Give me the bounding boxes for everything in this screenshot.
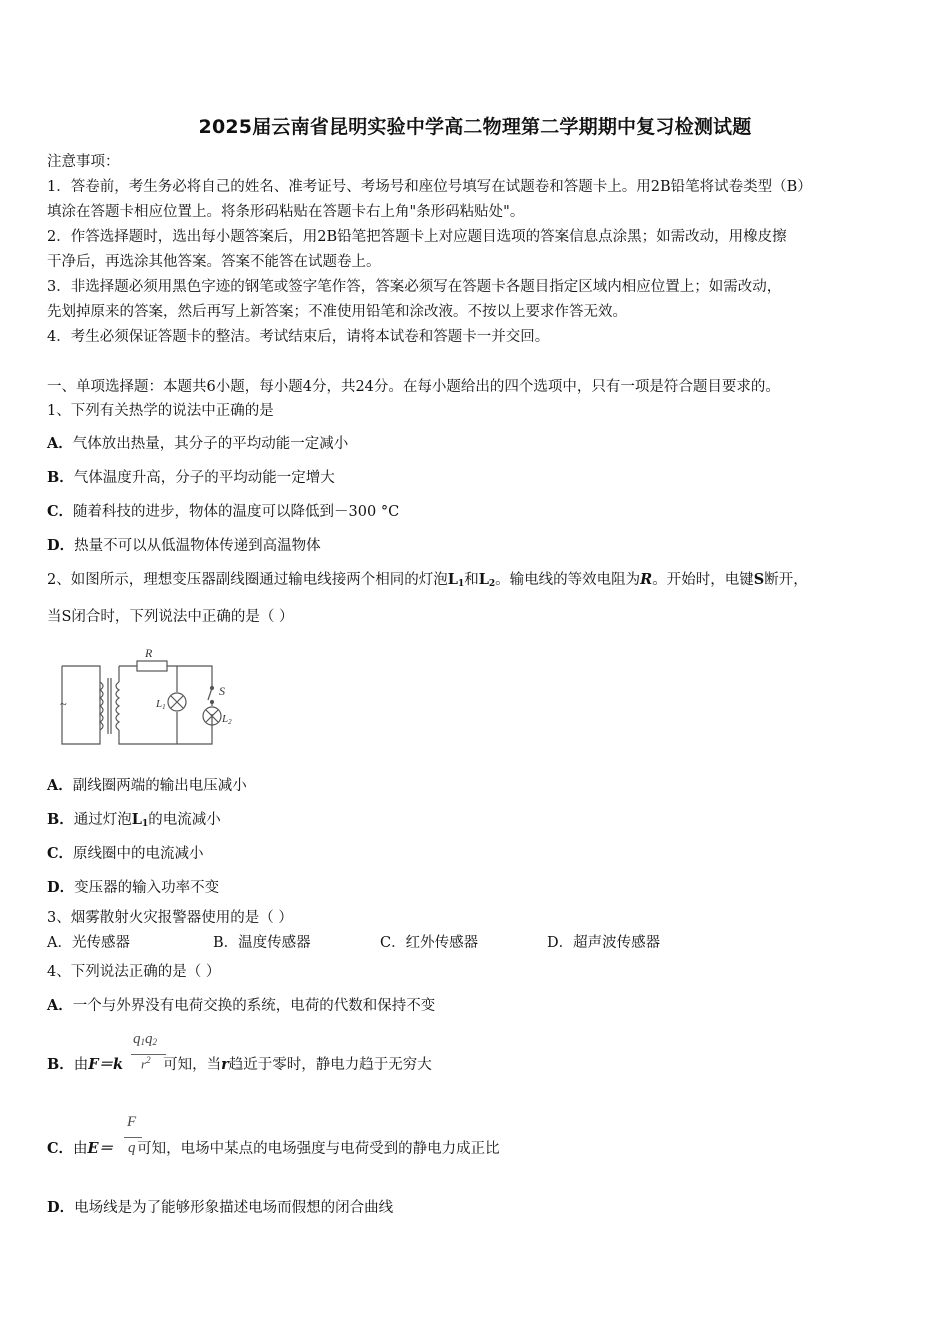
frac-text: q: [145, 1031, 153, 1047]
primary-coil: [100, 682, 103, 730]
option-text: 一个与外界没有电荷交换的系统，电荷的代数和保持不变: [72, 998, 436, 1014]
q2-text: 2、如图所示，理想变压器副线圈通过输电线接两个相同的灯泡: [47, 572, 448, 588]
option-text: 由: [73, 1141, 88, 1157]
frac-sub: 2: [152, 1037, 157, 1047]
subscript: 1: [141, 819, 149, 829]
q4-stem: 4、下列说法正确的是（ ）: [47, 964, 221, 980]
q2-text: 断开，: [764, 572, 808, 588]
option-label: A．: [47, 777, 73, 794]
q2-option-b: [47, 810, 917, 834]
notice-line-1: 1．答卷前，考生务必将自己的姓名、准考证号、考场号和座位号填写在试题卷和答题卡上。用2B铅笔将试卷类型（B）: [47, 179, 812, 195]
option-text: 可知，当: [163, 1057, 222, 1073]
notice-line-5: 3．非选择题必须用黑色字迹的钢笔或签字笔作答，答案必须写在答题卡各题目指定区域内相应位置上；如需改动，: [47, 279, 782, 295]
fraction-bar: [124, 1137, 142, 1138]
notice-line-2: 填涂在答题卡相应位置上。将条形码粘贴在答题卡右上角"条形码粘贴处"。: [47, 204, 525, 220]
q4-option-a: [47, 996, 917, 1016]
option-label: D．: [47, 879, 75, 896]
option-text: 随着科技的进步，物体的温度可以降低到－300 °C: [73, 504, 400, 520]
q1-option-a: [47, 434, 917, 454]
option-label: D．: [47, 537, 75, 554]
option-label: C．: [47, 503, 74, 520]
option-text: 热量不可以从低温物体传递到高温物体: [74, 538, 321, 554]
option-text: 变压器的输入功率不变: [74, 880, 220, 896]
section-heading: 一、单项选择题：本题共6小题，每小题4分，共24分。在每小题给出的四个选项中，只有一项是符合题目要求的。: [47, 379, 780, 395]
frac-text: q: [133, 1031, 141, 1047]
q4-option-b: [47, 1055, 917, 1075]
label-l1: L1: [156, 698, 166, 711]
q2-text: 。输电线的等效电阻为: [495, 572, 641, 588]
formula-f: F＝k: [88, 1056, 124, 1073]
q2-text: 。开始时，电键: [652, 572, 754, 588]
notice-line-3: 2．作答选择题时，选出每小题答案后，用2B铅笔把答题卡上对应题目选项的答案信息点涂黑；如需改动，用橡皮擦: [47, 229, 787, 245]
q2-option-a: [47, 776, 917, 796]
notice-line-7: 4．考生必须保证答题卡的整洁。考试结束后，请将本试卷和答题卡一并交回。: [47, 329, 550, 345]
frac-text: r: [141, 1056, 147, 1072]
option-label: D．: [47, 1199, 75, 1216]
q3-option-d: D．超声波传感器: [547, 935, 661, 951]
option-text: 电场线是为了能够形象描述电场而假想的闭合曲线: [74, 1200, 394, 1216]
option-text: 原线圈中的电流减小: [73, 846, 204, 862]
option-label: C．: [47, 845, 74, 862]
primary-wire: [62, 666, 100, 744]
label-r: R: [145, 646, 153, 660]
option-text: 副线圈两端的输出电压减小: [72, 778, 247, 794]
q2-stem-line-2: 当S闭合时，下列说法中正确的是（ ）: [47, 609, 294, 625]
symbol-s: S: [753, 571, 765, 588]
q3-option-a: A．光传感器: [47, 935, 130, 951]
formula-e: E＝: [87, 1140, 114, 1157]
fraction-numerator-q1q2: [133, 1031, 157, 1048]
option-label: C．: [47, 1140, 74, 1157]
symbol-l: L: [131, 811, 142, 828]
ac-source-symbol: ~: [60, 697, 67, 711]
page-title: 2025届云南省昆明实验中学高二物理第二学期期中复习检测试题: [198, 116, 752, 138]
frac-sup: 2: [146, 1055, 151, 1065]
resistor: [137, 661, 167, 671]
q1-option-d: [47, 536, 917, 556]
symbol-l: L: [447, 571, 458, 588]
subscript: 1: [457, 579, 465, 589]
q2-stem-line-1: [47, 570, 917, 594]
q1-option-b: [47, 468, 917, 488]
symbol-r: R: [640, 571, 653, 588]
notice-line-6: 先划掉原来的答案，然后再写上新答案；不准使用铅笔和涂改液。不按以上要求作答无效。: [47, 304, 627, 320]
option-label: A．: [47, 997, 73, 1014]
q1-stem: 1、下列有关热学的说法中正确的是: [47, 403, 274, 419]
secondary-coil: [116, 682, 119, 730]
transformer-circuit-diagram: [52, 644, 252, 754]
fraction-denominator-q: q: [128, 1140, 136, 1156]
q1-option-c: [47, 502, 917, 522]
q2-option-c: [47, 844, 917, 864]
subscript: 2: [488, 579, 496, 589]
frac-sub: 1: [140, 1037, 145, 1047]
option-label: B．: [47, 1056, 74, 1073]
label-l2: L2: [222, 713, 232, 726]
q3-stem: 3、烟雾散射火灾报警器使用的是（ ）: [47, 910, 293, 926]
option-text: 通过灯泡: [73, 812, 132, 828]
symbol-r: r: [221, 1056, 229, 1073]
option-text: 由: [73, 1057, 89, 1073]
option-text: 气体温度升高，分子的平均动能一定增大: [73, 470, 335, 486]
label-s: S: [219, 684, 225, 698]
q4-option-d: [47, 1198, 917, 1218]
option-text: 趋近于零时，静电力趋于无穷大: [228, 1057, 432, 1073]
symbol-l: L: [478, 571, 489, 588]
q3-option-c: C．红外传感器: [380, 935, 479, 951]
fraction-numerator-f: F: [127, 1114, 137, 1130]
option-text: 气体放出热量，其分子的平均动能一定减小: [72, 436, 349, 452]
option-label: A．: [47, 435, 73, 452]
q2-text: 和: [464, 572, 479, 588]
q4-option-c: [47, 1139, 917, 1159]
option-label: B．: [47, 811, 74, 828]
q3-option-b: B．温度传感器: [213, 935, 311, 951]
option-text: 可知，电场中某点的电场强度与电荷受到的静电力成正比: [137, 1141, 500, 1157]
option-text: 的电流减小: [148, 812, 221, 828]
notice-heading: 注意事项：: [47, 154, 120, 170]
q2-option-d: [47, 878, 917, 898]
option-label: B．: [47, 469, 74, 486]
notice-line-4: 干净后，再选涂其他答案。答案不能答在试题卷上。: [47, 254, 381, 270]
